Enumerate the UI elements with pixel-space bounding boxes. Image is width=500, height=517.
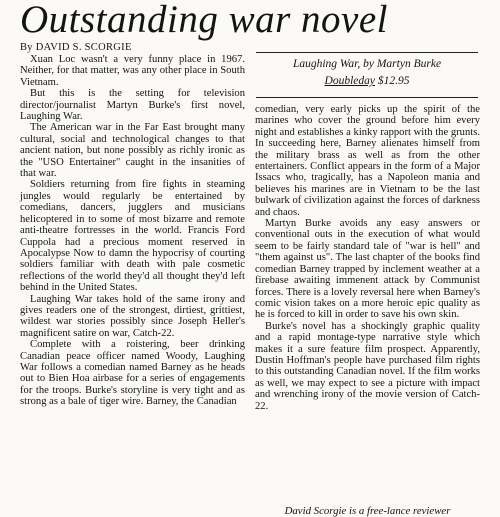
book-info-box [256, 52, 478, 98]
paragraph: comedian, very early picks up the spirit of the marines who cover the ground before him every night and establishes a kinky rapport with the grunts. In succeeding here, Barney alienates himself from the military brass as well as from the other entertainers. Conflict appears in the form of a Major Issacs who, tragically, has a Napoleon mania and believes his marines are in Vietnam to be the last bulwark of civilization against the forces of darkness and chaos. [255, 104, 480, 218]
paragraph: Soldiers returning from fire fights in steaming jungles would regularly be entertained by comedians, dancers, jugglers and musicians helicoptered in to some of most bizarre and remote anti-theatre fortresses in the world. Francis Ford Cuppola had a precious moment reserved in Apocalypse Now to damn the hypocrisy of courting soldiers familiar with death with pale cosmetic reflections of the world they'd all thought they'd left behind in the United States. [20, 179, 245, 294]
paragraph: Complete with a roistering, beer drinking Canadian peace officer named Woody, Laughing War follows a comedian named Barney as he heads out to Bien Hoa airbase for a series of engagements for the troops. Burke's storyline is very tight and as strong as a bale of tiger wire. Barney, the Canadian [20, 339, 245, 408]
book-publisher: Doubleday [324, 75, 375, 87]
paragraph: The American war in the Far East brought many cultural, social and technological changes to that ancient nation, but none possibly as richly ironic as the "USO Entertainer" caught in the insanities of that war. [20, 122, 245, 180]
book-title-author: Laughing War, by Martyn Burke [292, 58, 442, 70]
reviewer-note: David Scorgie is a free-lance reviewer [284, 505, 451, 517]
right-column [255, 104, 480, 412]
paragraph: Burke's novel has a shockingly graphic quality and a rapid montage-type narrative style which makes it a sure feature film prospect. Apparently, Dustin Hoffman's people have purchased film rights to this outstanding Canadian novel. If the film works as well, we may expect to see a picture with impact and wrenching irony of the movie version of Catch-22. [255, 320, 480, 412]
paragraph: Xuan Loc wasn't a very funny place in 1967. Neither, for that matter, was any other place in South Vietnam. [20, 54, 245, 88]
paragraph: Martyn Burke avoids any easy answers or conventional outs in the execution of what would seem to be fairly standard tale of "war is hell" and "them against us". The last chapter of the books find comedian Barney trapped by inclement weather at a firebase awaiting immenent attack by Communist forces. There is a lovely reversal here when Barney's comic vision takes on a more heroic epic quality as he is forced to kill in order to save his own skin. [255, 218, 480, 321]
book-price: $12.95 [377, 75, 410, 87]
left-column [20, 54, 245, 408]
headline: Outstanding war novel [20, 0, 388, 41]
book-publisher-price [256, 74, 478, 89]
byline: By DAVID S. SCORGIE [20, 42, 132, 53]
paragraph: But this is the setting for television director/journalist Martyn Burke's first novel, Laughing War. [20, 88, 245, 123]
paragraph: Laughing War takes hold of the same irony and gives readers one of the strongest, dirtiest, grittiest, wildest war stories possibly since Joseph Heller's magnificent satire on war, Catch-22. [20, 293, 245, 339]
